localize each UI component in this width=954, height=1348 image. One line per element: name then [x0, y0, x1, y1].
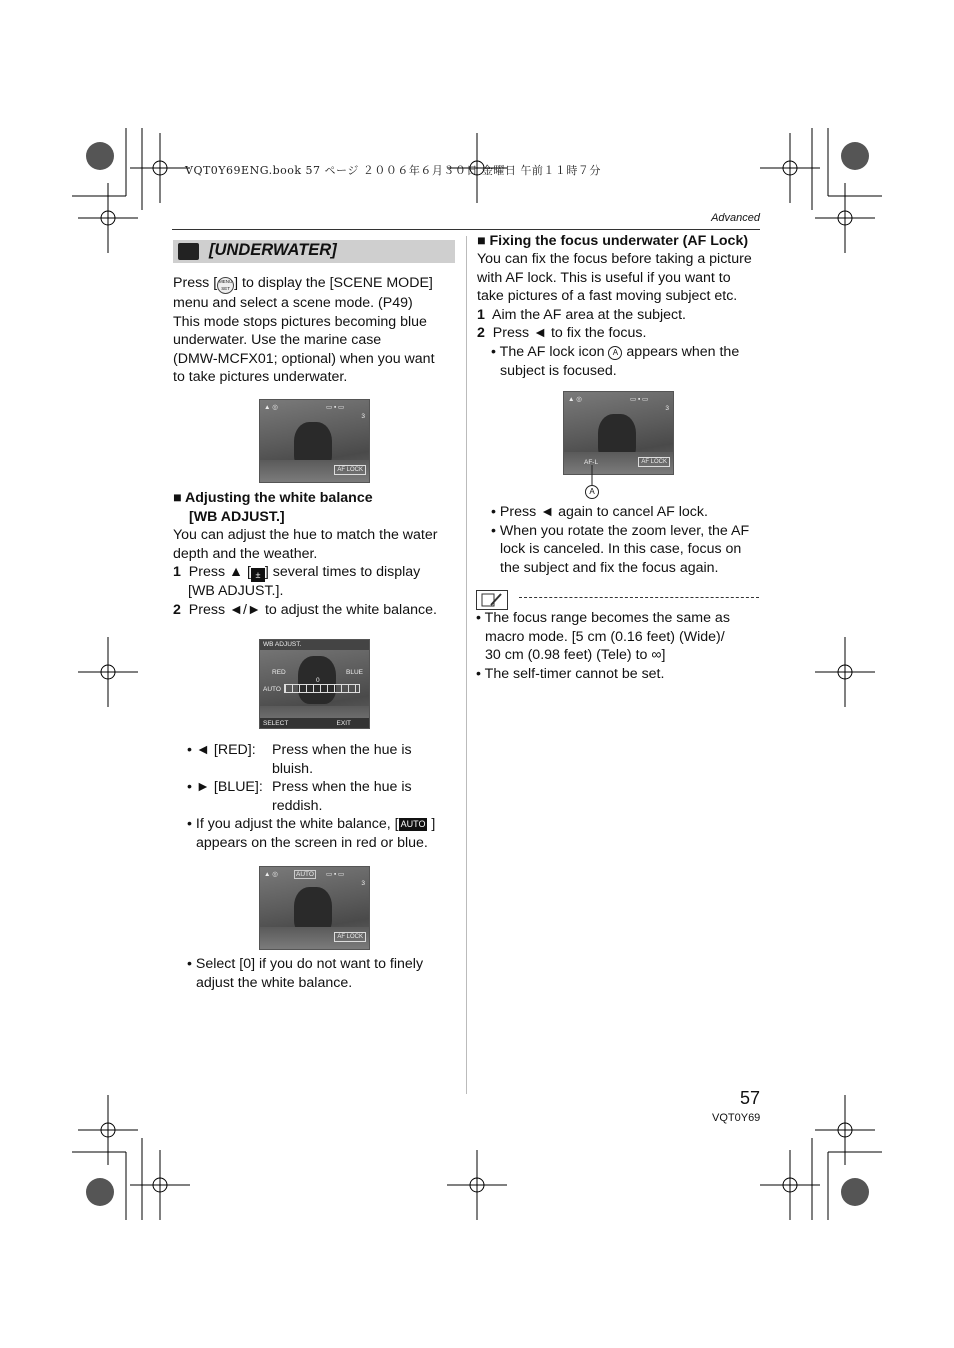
adjust-text-b: ]	[431, 816, 436, 833]
note-timer: • The self-timer cannot be set.	[476, 665, 665, 682]
af-lock-label: AF LOCK	[334, 465, 366, 475]
note-range-line-2: macro mode. [5 cm (0.16 feet) (Wide)/	[485, 628, 725, 645]
af-bullet-text-b: appears when the	[622, 343, 740, 360]
step2-text: Press ◄/► to adjust the white balance.	[188, 601, 437, 618]
camera-screen-wb-adjust	[259, 639, 370, 729]
intro-line-1	[173, 274, 458, 294]
af-lock-heading: ■ Fixing the focus underwater (AF Lock)	[477, 233, 749, 249]
underwater-scene-icon	[178, 243, 199, 260]
select0-line-2: adjust the white balance.	[196, 974, 353, 991]
intro-text-b: ] to display the [SCENE MODE]	[234, 275, 433, 291]
intro-line-4: underwater. Use the marine case	[173, 332, 382, 349]
af-lock-label: AF LOCK	[334, 932, 366, 942]
wb-step-1	[173, 563, 463, 582]
note-range-line-3: 30 cm (0.98 feet) (Tele) to ∞]	[485, 647, 666, 664]
shots-remaining: 3	[665, 405, 669, 412]
wb-auto-icon: AUTO	[400, 819, 426, 830]
af-bullet-text-a: • The AF lock icon	[491, 343, 609, 360]
adjust-text-a: • If you adjust the white balance, [	[187, 816, 399, 833]
wb-adjust-note-cont: appears on the screen in red or blue.	[196, 834, 428, 851]
intro-paragraph	[173, 274, 458, 387]
wb-exit-hint: EXIT	[336, 720, 351, 727]
af-zoom-line-3: the subject and fix the focus again.	[500, 559, 719, 576]
section-label: Advanced	[711, 212, 760, 224]
step-number: 2	[173, 601, 181, 618]
wb-text-line-1: You can adjust the hue to match the water	[173, 527, 438, 543]
af-bullet	[477, 343, 762, 362]
wb-option-red	[187, 741, 467, 760]
camera-screen-wb-applied: ▲ ◎ AUTO ▭ ▪ ▭ 3 AF LOCK	[259, 866, 370, 950]
note-divider	[519, 597, 759, 598]
wb-adjust-note	[187, 815, 467, 834]
shots-remaining: 3	[361, 413, 365, 420]
exposure-compensation-icon: ±	[251, 568, 265, 582]
wb-text-line-2: depth and the weather.	[173, 545, 318, 562]
wb-paragraph	[173, 526, 437, 563]
step-number: 2	[477, 325, 485, 342]
wb-steps	[173, 563, 463, 619]
file-info-header: VQT0Y69ENG.book 57 ページ ２００６年６月３０日 金曜日 午前１１時７分	[185, 164, 601, 177]
intro-text-a: Press [	[173, 275, 218, 291]
page-number: 57	[740, 1088, 761, 1108]
af-zoom-line-1: • When you rotate the zoom lever, the AF	[491, 522, 750, 539]
note-list	[476, 609, 761, 683]
note-icon	[476, 590, 508, 610]
wb-step-2	[173, 601, 463, 620]
blue-key: • ► [BLUE]:	[187, 779, 263, 796]
af-intro-line-3: take pictures of a fast moving subject etc.	[477, 288, 738, 305]
red-desc-1: Press when the hue is	[272, 742, 412, 758]
step1-text-a: Press ▲ [	[188, 564, 251, 580]
af-l-indicator: AF-L	[584, 459, 599, 466]
af-intro-line-2: with AF lock. This is useful if you want to	[477, 269, 731, 286]
intro-line-6: to take pictures underwater.	[173, 369, 348, 386]
af-lock-intro	[477, 250, 762, 380]
af-step-1	[477, 306, 762, 325]
intro-line-2: menu and select a scene mode. (P49)	[173, 295, 413, 311]
red-desc-2: bluish.	[272, 760, 314, 777]
menu-set-button-icon: MENU SET	[217, 277, 234, 294]
callout-a-marker: A	[585, 485, 599, 499]
wb-heading-line-1: ■ Adjusting the white balance	[173, 490, 373, 506]
wb-option-blue	[187, 778, 467, 797]
af-step1-text: Aim the AF area at the subject.	[492, 306, 686, 323]
af-cancel-note: • Press ◄ again to cancel AF lock.	[491, 504, 708, 520]
camera-screen-af-lock: ▲ ◎ ▭ ▪ ▭ 3 AF-L AF LOCK	[563, 391, 674, 475]
step-number: 1	[477, 306, 485, 323]
af-lock-notes	[491, 503, 763, 577]
note-range-line-1: • The focus range becomes the same as	[476, 610, 730, 626]
wb-heading-line-2: [WB ADJUST.]	[189, 508, 285, 525]
af-step2-text: Press ◄ to fix the focus.	[492, 325, 647, 342]
wb-adjust-title: WB ADJUST.	[263, 641, 302, 648]
camera-screen-underwater: ▲ ◎ ▭ ▪ ▭ 3 AF LOCK	[259, 399, 370, 483]
wb-auto-tag: AUTO	[296, 871, 314, 878]
select0-line-1: • Select [0] if you do not want to finely	[187, 956, 424, 972]
intro-line-5: (DMW-MCFX01; optional) when you want	[173, 350, 435, 367]
select-zero-note	[187, 955, 467, 992]
af-intro-line-1: You can fix the focus before taking a picture	[477, 251, 752, 267]
shots-remaining: 3	[361, 880, 365, 887]
wb-heading	[173, 489, 373, 526]
wb-options-list	[187, 741, 467, 853]
callout-leader-line	[585, 465, 605, 487]
top-rule	[172, 229, 760, 230]
document-code: VQT0Y69	[712, 1112, 761, 1124]
callout-a-icon: A	[608, 346, 622, 360]
blue-desc-1: Press when the hue is	[272, 779, 412, 796]
blue-desc-2: reddish.	[272, 797, 323, 814]
section-title: [UNDERWATER]	[209, 241, 337, 259]
red-key: • ◄ [RED]:	[187, 742, 256, 758]
af-zoom-line-2: lock is canceled. In this case, focus on	[500, 541, 742, 558]
step-number: 1	[173, 564, 181, 580]
wb-blue-label: BLUE	[346, 669, 363, 676]
af-lock-label: AF LOCK	[638, 457, 670, 467]
wb-auto-label: AUTO	[263, 686, 281, 693]
intro-line-3: This mode stops pictures becoming blue	[173, 313, 427, 330]
wb-select-hint: SELECT	[263, 720, 289, 727]
wb-red-label: RED	[272, 669, 286, 676]
wb-step-1-cont: [WB ADJUST.].	[188, 583, 284, 599]
af-bullet-cont: subject is focused.	[500, 362, 617, 379]
step1-text-b: ] several times to display	[264, 564, 421, 580]
wb-zero-mark: 0	[316, 677, 320, 684]
af-step-2	[477, 324, 762, 343]
